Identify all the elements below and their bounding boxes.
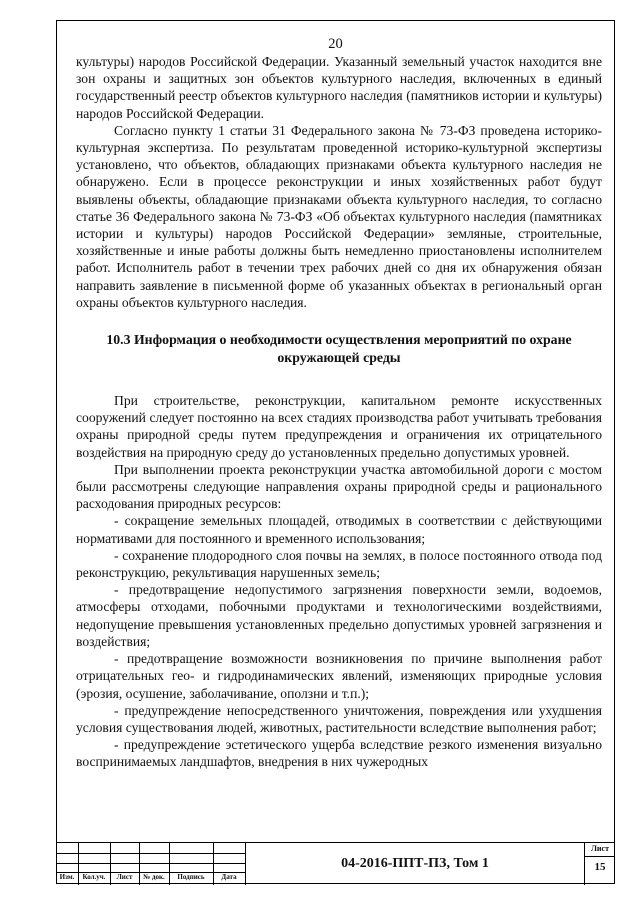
sheet-box [585,843,615,885]
paragraph: культуры) народов Российской Федерации. Указанный земельный участок находится вне зон охраны и защитных зон объектов культурного наследия, включенных в единый государственный реестр объектов культурного наследия (памятников истории и культуры) народов Российской Федерации. [76,54,602,121]
list-item: - сохранение плодородного слоя почвы на землях, в полосе постоянного отвода под реконструкцию, рекультивация нарушенных земель; [76,547,602,581]
list-item: - сокращение земельных площадей, отводимых в соответствии с действующими нормативами для постоянного и временного использования; [76,513,602,546]
paragraph: При выполнении проекта реконструкции участка автомобильной дороги с мостом были рассмотрены следующие направления охраны природной среды и рационального расходования природных ресурсов: [76,461,602,512]
page-top-number: 20 [328,36,343,52]
list-item: - предупреждение непосредственного уничтожения, повреждения или ухудшения условия существования людей, животных, растительности вследствие выполнения работ; [76,702,602,735]
document-body [76,53,602,771]
column-label-izm: Изм. [59,873,75,881]
column-label-signature: Подпись [177,873,205,881]
title-block [56,842,615,884]
column-label-date: Дата [221,873,237,881]
sheet-number: 15 [594,861,606,873]
section-heading: 10.3 Информация о необходимости осуществления мероприятий по охране окружающей среды [106,332,572,365]
list-item: - предупреждение эстетического ущерба вследствие резкого изменения визуально воспринимаемых ландшафтов, внедрения в них чужеродных [76,737,602,770]
column-label-list: Лист [116,873,133,881]
paragraph: При строительстве, реконструкции, капитальном ремонте искусственных сооружений следует постоянно на всех стадиях производства работ учитывать требования охраны природной среды путем предупреждения и ограничения их отрицательного воздействия на природную среду до установленных предельно допустимых уровней. [76,393,602,460]
sheet-label: Лист [585,844,615,857]
column-label-doc-number: № док. [143,873,165,881]
paragraph: Согласно пункту 1 статьи 31 Федерального закона № 73-ФЗ проведена историко-культурная экспертиза. По результатам проведенной историко-культурной экспертизы установлено, что объектов, обладающих признаками объекта культурного наследия не обнаружено. Если в процессе реконструкции и иных хозяйственных работ будут выявлены объекты, обладающие признаками объекта культурного наследия, то согласно статье 36 Федерального закона № 73-ФЗ «Об объектах культурного наследия (памятниках истории и культуры) народов Российской Федерации» земляные, строительные, хозяйственные и иные работы должны быть немедленно приостановлены исполнителем работ. Исполнитель работ в течении трех рабочих дней со дня их обнаружения обязан направить заявление в письменной форме об указанных объектах в региональный орган охраны объектов культурного наследия. [76,122,602,310]
column-label-koluch: Кол.уч. [82,873,106,881]
list-item: - предотвращение возможности возникновения по причине выполнения работ отрицательных гео- и гидродинамических явлений, изменяющих природные условия (эрозия, осушение, заболачивание, оползни и т.п.); [76,651,602,701]
document-code: 04-2016-ППТ-ПЗ, Том 1 [245,843,585,885]
list-item: - предотвращение недопустимого загрязнения поверхности земли, водоемов, атмосферы отходами, побочными продуктами и технологическими воздействиями, недопущение превышения установленных предельно допустимых уровней загрязнения и воздействия; [76,582,602,649]
revision-table [56,843,245,885]
